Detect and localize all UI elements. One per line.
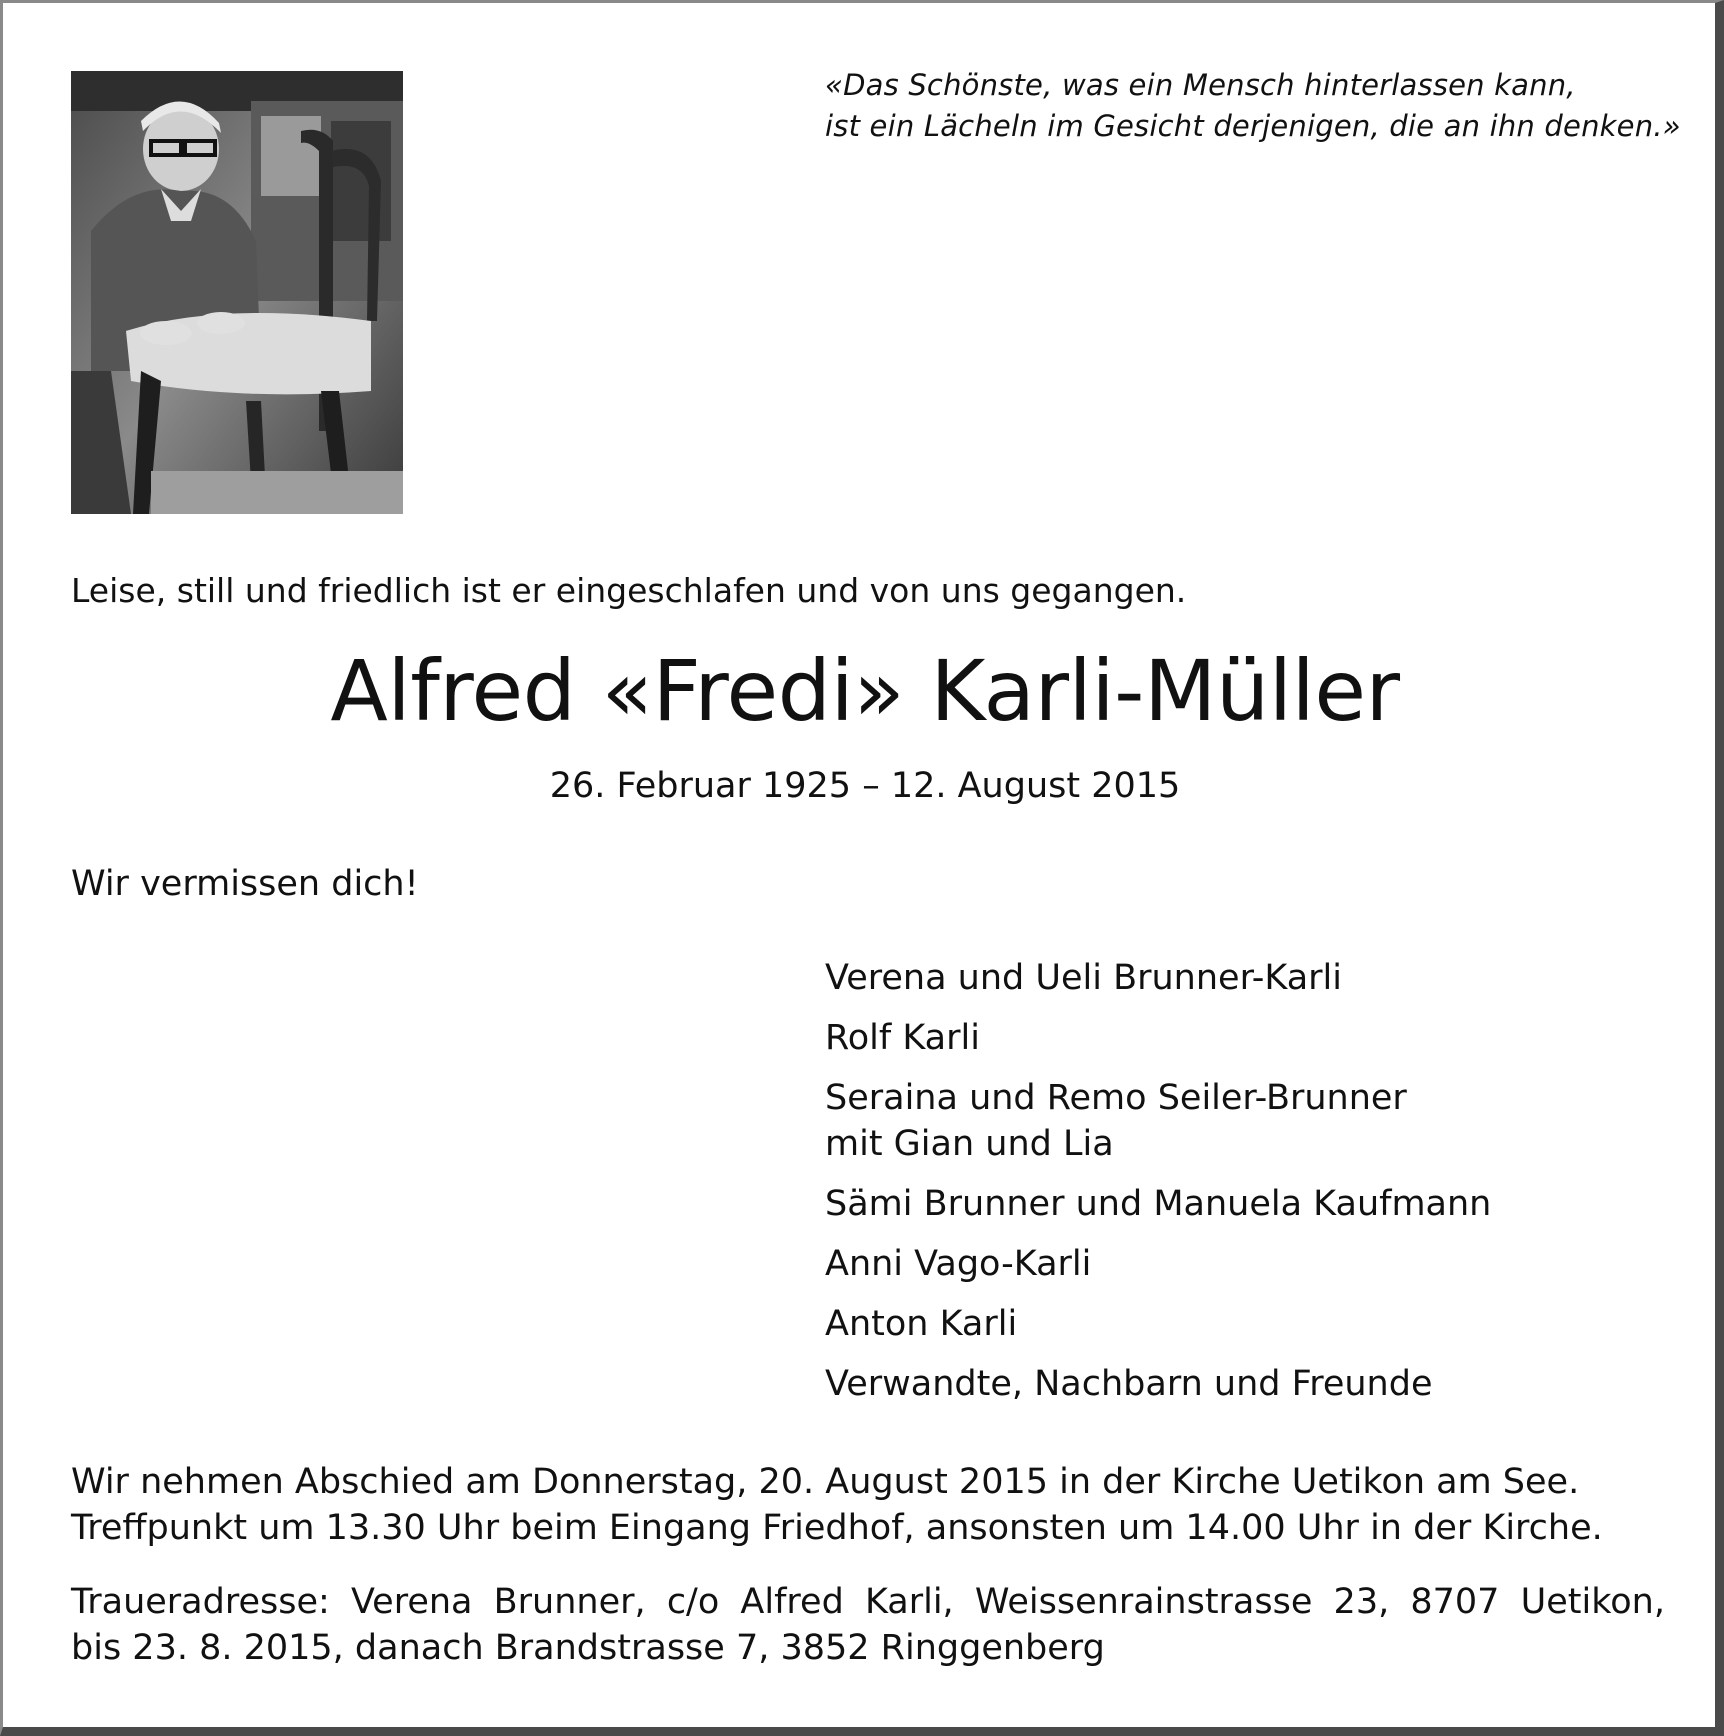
mourner-entry <box>825 955 1491 1001</box>
mourner-name-line: Sämi Brunner und Manuela Kaufmann <box>825 1184 1492 1224</box>
mourner-entry <box>825 1181 1491 1227</box>
address-line-2: bis 23. 8. 2015, danach Brandstrasse 7, 3852 Ringgenberg <box>71 1628 1105 1668</box>
address-word: Karli, <box>864 1582 954 1622</box>
service-line-2: Treffpunkt um 13.30 Uhr beim Eingang Friedhof, ansonsten um 14.00 Uhr in der Kirche. <box>71 1508 1603 1548</box>
deceased-name: Alfred «Fredi» Karli-Müller <box>330 642 1400 740</box>
address-word: 8707 <box>1410 1582 1500 1622</box>
mourner-entry <box>825 1015 1491 1061</box>
mourner-name-line: Seraina und Remo Seiler-Brunner <box>825 1078 1407 1118</box>
mourner-name-line: Verena und Ueli Brunner-Karli <box>825 958 1342 998</box>
mourner-entry <box>825 1301 1491 1347</box>
mourner-name-line: Anni Vago-Karli <box>825 1244 1092 1284</box>
epigraph-quote <box>825 65 1685 147</box>
intro-text: Leise, still und friedlich ist er eingeschlafen und von uns gegangen. <box>71 571 1187 610</box>
quote-line-1: «Das Schönste, was ein Mensch hinterlassen kann, <box>825 68 1576 102</box>
mourning-address <box>71 1579 1665 1671</box>
address-word: Traueradresse: <box>71 1582 330 1622</box>
quote-line-2: ist ein Lächeln im Gesicht derjenigen, die an ihn denken.» <box>825 109 1681 143</box>
service-line-1: Wir nehmen Abschied am Donnerstag, 20. August 2015 in der Kirche Uetikon am See. <box>71 1462 1580 1502</box>
mourners-list <box>825 955 1491 1421</box>
mourner-entry <box>825 1361 1491 1407</box>
service-info <box>71 1459 1671 1551</box>
mourner-name-line: Anton Karli <box>825 1304 1018 1344</box>
address-word: Alfred <box>740 1582 844 1622</box>
address-word: Uetikon, <box>1520 1582 1665 1622</box>
address-word: Verena <box>350 1582 473 1622</box>
address-line-1 <box>71 1579 1665 1625</box>
mourner-name-line: mit Gian und Lia <box>825 1124 1114 1164</box>
portrait-photo <box>71 71 403 514</box>
address-word: c/o <box>666 1582 720 1622</box>
address-word: 23, <box>1333 1582 1390 1622</box>
address-word: Weissenrainstrasse <box>974 1582 1313 1622</box>
mourner-name-line: Rolf Karli <box>825 1018 980 1058</box>
mourner-entry <box>825 1075 1491 1167</box>
life-dates: 26. Februar 1925 – 12. August 2015 <box>549 766 1181 806</box>
mourner-name-line: Verwandte, Nachbarn und Freunde <box>825 1364 1433 1404</box>
closing-phrase: Wir vermissen dich! <box>71 864 419 904</box>
address-word: Brunner, <box>493 1582 646 1622</box>
mourner-entry <box>825 1241 1491 1287</box>
